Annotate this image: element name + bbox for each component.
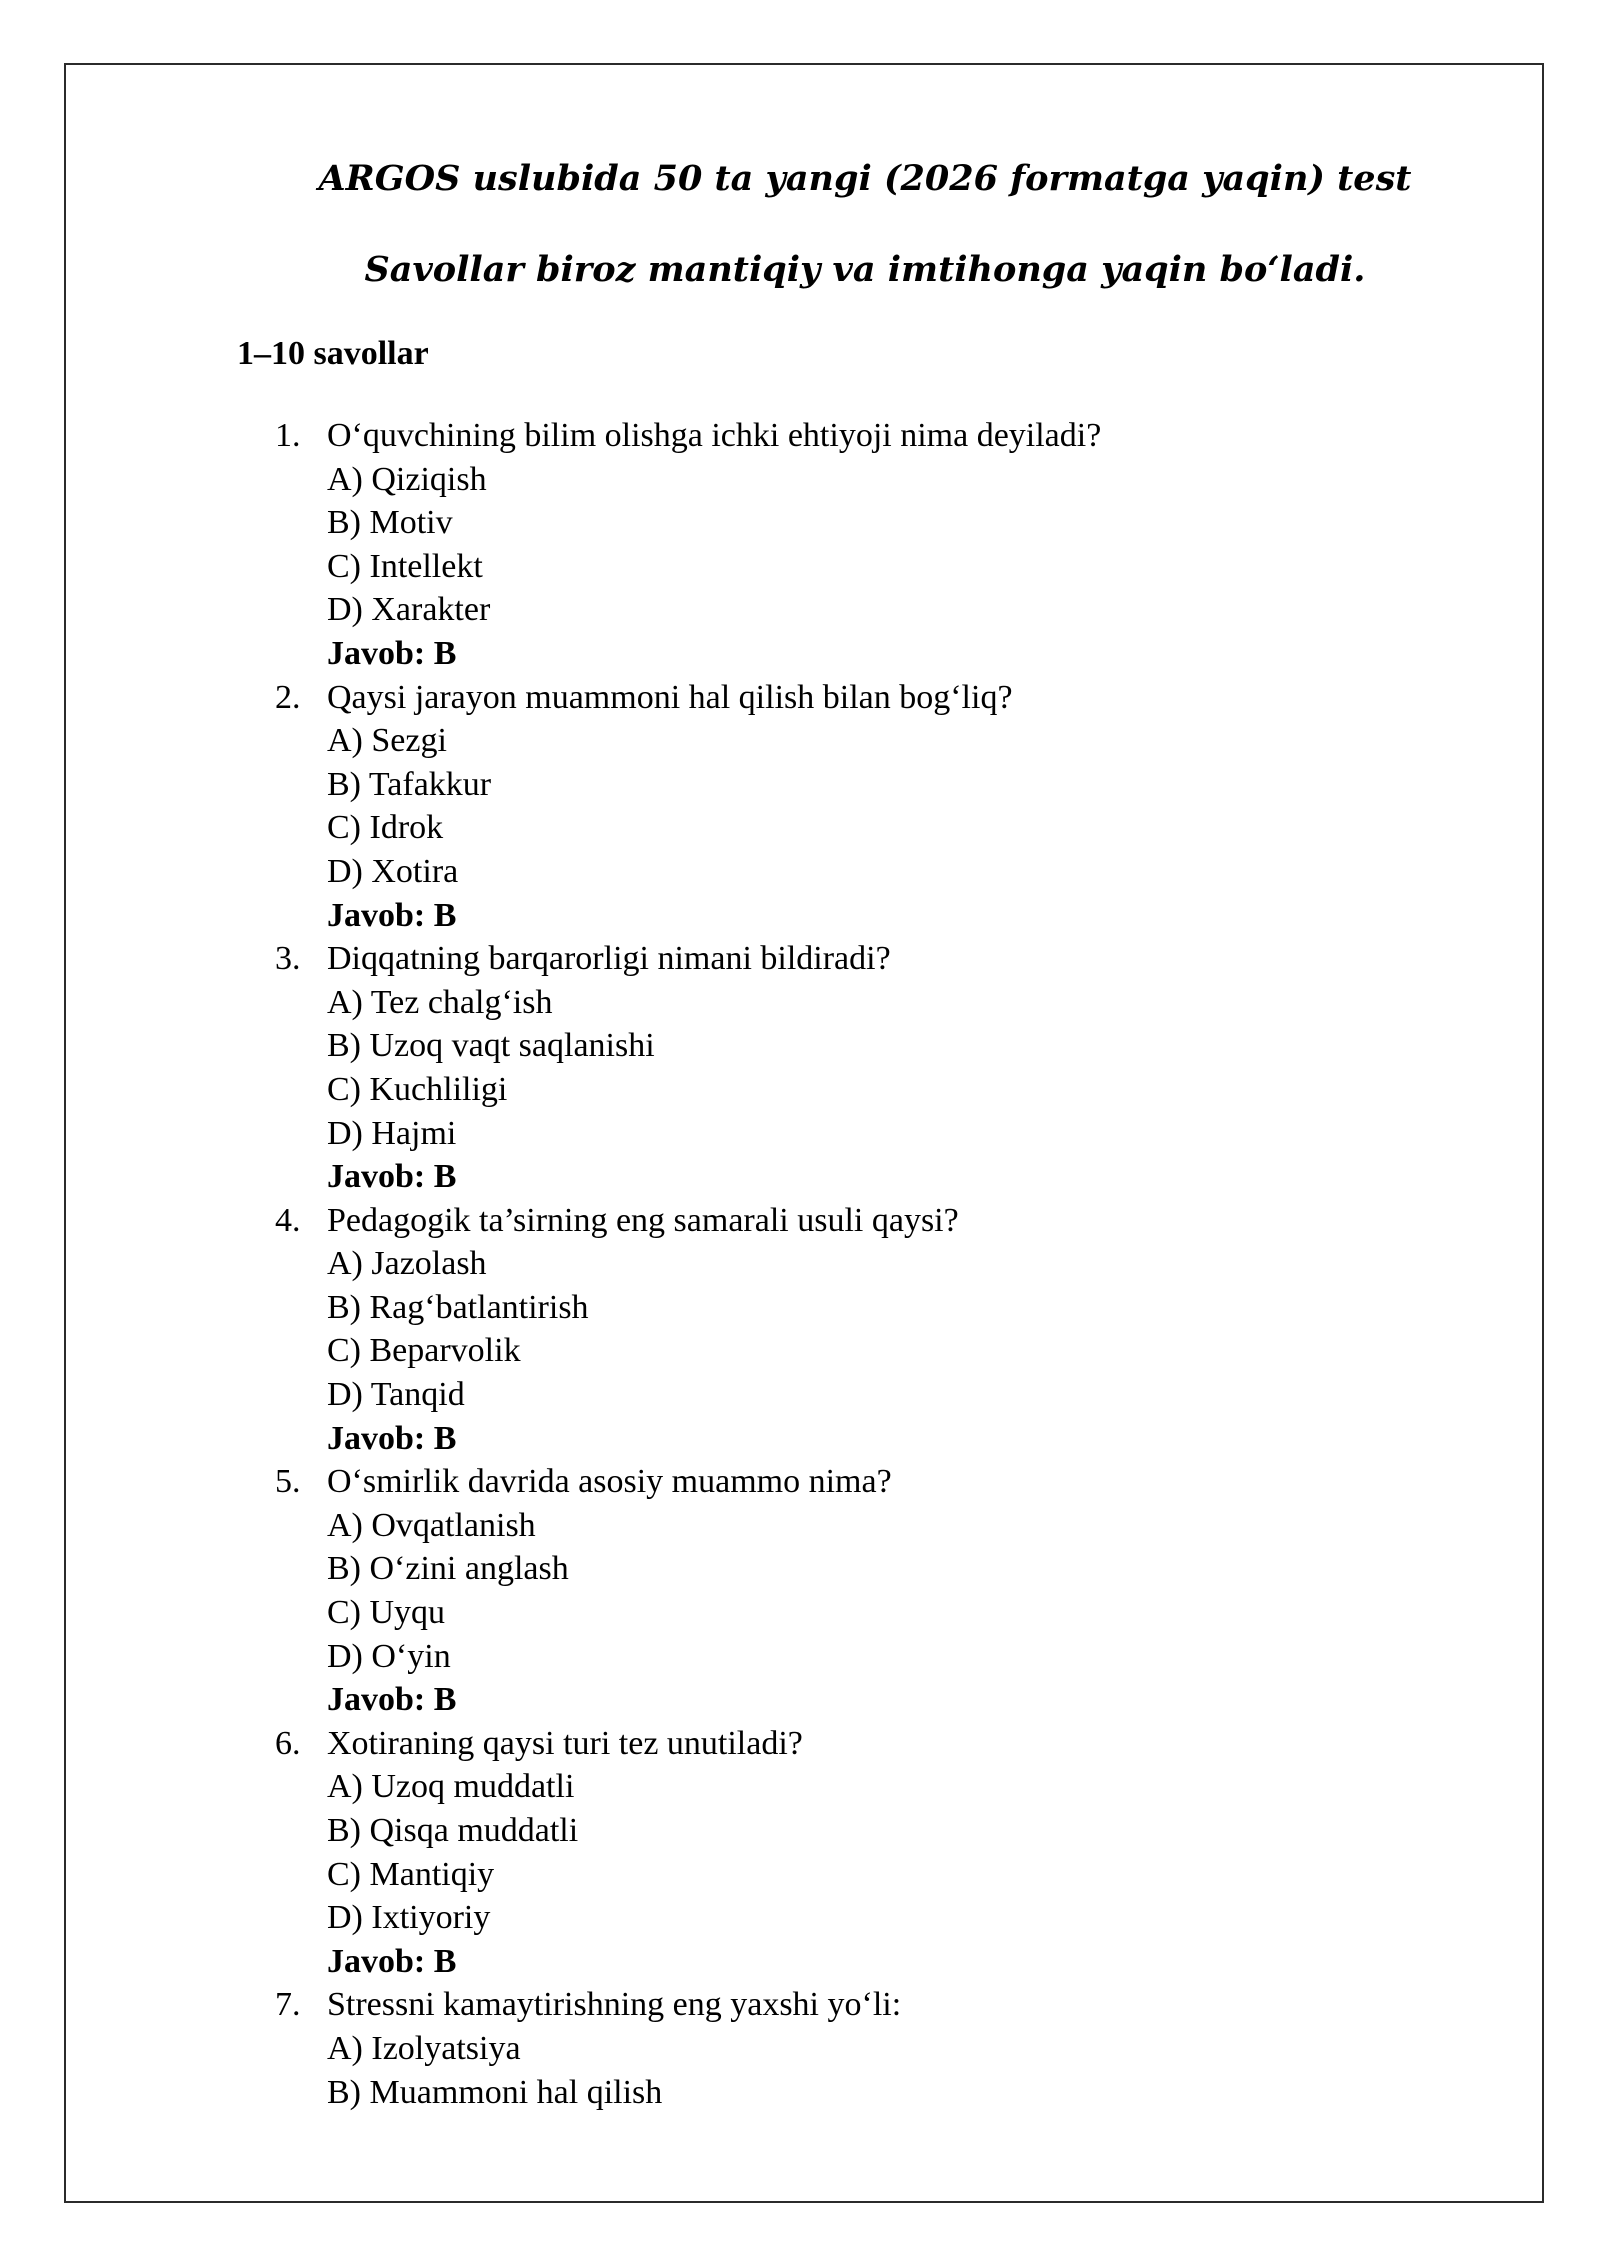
question-line: [0, 1199, 1600, 1243]
answer-option: C) Beparvolik: [327, 1332, 521, 1370]
question-number: 4.: [275, 1201, 301, 1239]
question-item: [0, 1460, 1600, 1722]
answer-option: D) Tanqid: [327, 1376, 465, 1414]
answer-option: B) Rag‘batlantirish: [327, 1288, 589, 1326]
question-number: 5.: [275, 1463, 301, 1501]
answer-option: C) Idrok: [327, 809, 444, 847]
correct-answer: Javob: B: [327, 1158, 457, 1196]
question-text: Pedagogik ta’sirning eng samarali usuli qaysi?: [327, 1201, 959, 1239]
correct-answer: Javob: B: [327, 634, 457, 672]
answer-option: D) Hajmi: [327, 1114, 457, 1152]
question-line: [0, 1983, 1600, 2027]
question-text: Xotiraning qaysi turi tez unutiladi?: [327, 1724, 803, 1762]
answer-option: B) Motiv: [327, 504, 453, 542]
answer-option: A) Qiziqish: [327, 460, 487, 498]
section-heading: 1–10 savollar: [237, 335, 429, 372]
question-number: 6.: [275, 1724, 301, 1762]
answer-option: B) O‘zini anglash: [327, 1550, 569, 1588]
answer-option: D) Xotira: [327, 852, 459, 890]
question-line: [0, 676, 1600, 720]
question-line: [0, 1722, 1600, 1766]
question-item: [0, 1722, 1600, 1984]
answer-option: B) Tafakkur: [327, 765, 492, 803]
answer-option: A) Sezgi: [327, 722, 447, 760]
correct-answer: Javob: B: [327, 1419, 457, 1457]
answer-option: A) Ovqatlanish: [327, 1506, 536, 1544]
question-item: [0, 414, 1600, 676]
question-line: [0, 1460, 1600, 1504]
answer-option: C) Mantiqiy: [327, 1855, 495, 1893]
question-text: Diqqatning barqarorligi nimani bildiradi?: [327, 940, 891, 978]
answer-option: B) Uzoq vaqt saqlanishi: [327, 1027, 655, 1065]
question-text: Qaysi jarayon muammoni hal qilish bilan bog‘liq?: [327, 678, 1013, 716]
question-item: [0, 1983, 1600, 2114]
question-line: [0, 937, 1600, 981]
question-item: [0, 1199, 1600, 1461]
answer-option: B) Muammoni hal qilish: [327, 2073, 663, 2111]
question-text: Stressni kamaytirishning eng yaxshi yo‘li:: [327, 1986, 902, 2024]
answer-option: D) Ixtiyoriy: [327, 1899, 491, 1937]
correct-answer: Javob: B: [327, 1942, 457, 1980]
answer-option: D) O‘yin: [327, 1637, 451, 1675]
answer-option: A) Jazolash: [327, 1245, 487, 1283]
document-subtitle: Savollar biroz mantiqiy va imtihonga yaqin bo‘ladi.: [364, 249, 1366, 290]
answer-option: A) Uzoq muddatli: [327, 1768, 575, 1806]
question-number: 3.: [275, 940, 301, 978]
question-item: [0, 676, 1600, 938]
document-title: ARGOS uslubida 50 ta yangi (2026 formatga yaqin) test: [318, 158, 1412, 199]
correct-answer: Javob: B: [327, 896, 457, 934]
answer-option: C) Intellekt: [327, 547, 483, 585]
answer-option: B) Qisqa muddatli: [327, 1812, 579, 1849]
answer-option: C) Uyqu: [327, 1594, 446, 1632]
question-number: 2.: [275, 678, 301, 716]
question-item: [0, 937, 1600, 1199]
answer-option: C) Kuchliligi: [327, 1070, 508, 1108]
answer-option: A) Izolyatsiya: [327, 2029, 521, 2067]
question-number: 1.: [275, 417, 301, 454]
question-text: O‘quvchining bilim olishga ichki ehtiyoji nima deyiladi?: [327, 417, 1102, 454]
question-list: [0, 414, 1600, 2114]
question-number: 7.: [275, 1986, 301, 2024]
answer-option: A) Tez chalg‘ish: [327, 983, 553, 1021]
answer-option: D) Xarakter: [327, 591, 491, 629]
question-line: [0, 414, 1600, 458]
correct-answer: Javob: B: [327, 1681, 457, 1719]
question-text: O‘smirlik davrida asosiy muammo nima?: [327, 1463, 892, 1501]
